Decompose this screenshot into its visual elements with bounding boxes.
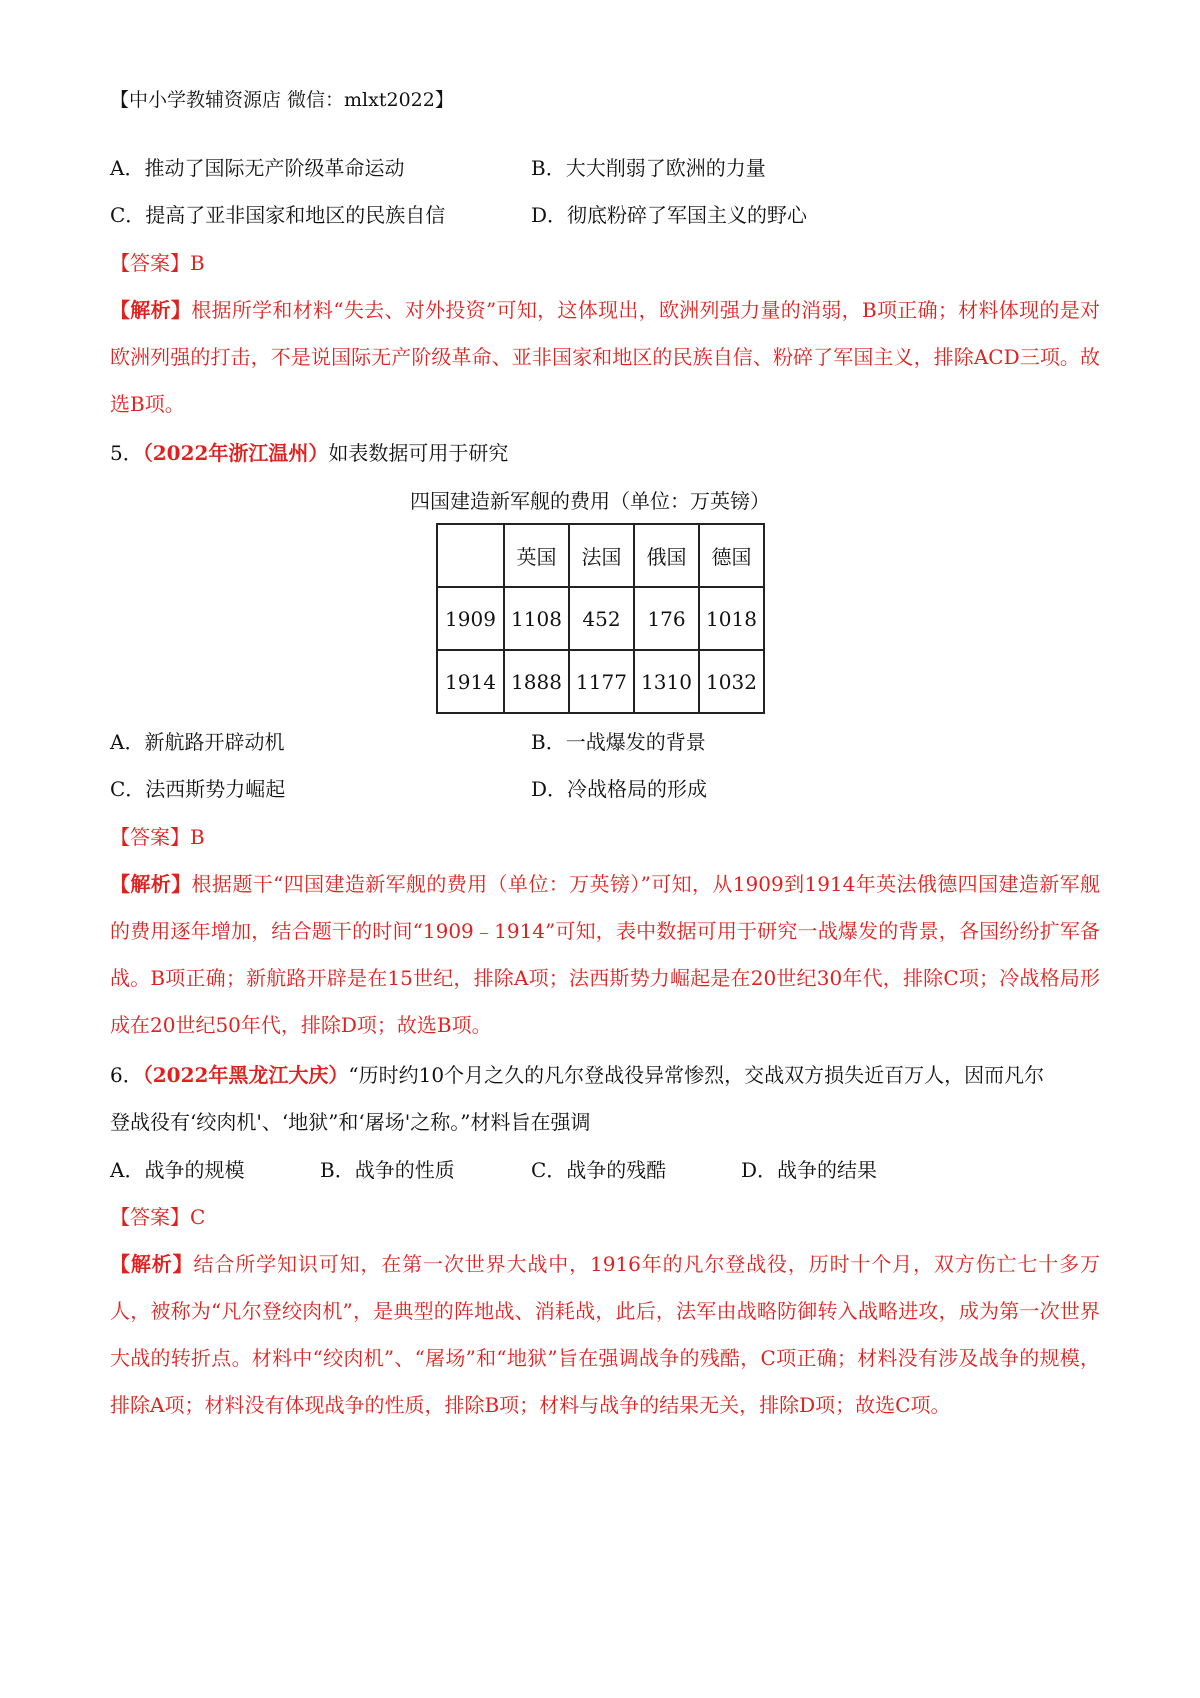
q5-option-d: D．冷战格局的形成 <box>531 777 708 801</box>
q5-data-table <box>436 523 765 714</box>
q4-option-b: B．大大削弱了欧洲的力量 <box>531 156 766 180</box>
table-header-cell: 英国 <box>504 524 569 587</box>
q5-answer <box>110 822 205 852</box>
q5-answer-tag: 【答案】 <box>110 825 190 849</box>
q6-answer <box>110 1202 205 1232</box>
q4-analysis-text: 根据所学和材料“失去、对外投资”可知，这体现出，欧洲列强力量的消弱，B项正确；材料体现的是对欧洲列强的打击，不是说国际无产阶级革命、亚非国家和地区的民族自信、粉碎了军国主义，排除ACD三项。故选B项。 <box>110 298 1100 416</box>
table-cell: 452 <box>569 587 634 650</box>
table-header-cell: 法国 <box>569 524 634 587</box>
table-cell: 1032 <box>699 650 764 713</box>
table-cell: 1108 <box>504 587 569 650</box>
q4-answer <box>110 248 205 278</box>
q5-analysis <box>110 861 1100 1049</box>
q6-stem-text-1: “历时约10个月之久的凡尔登战役异常惨烈，交战双方损失近百万人，因而凡尔 <box>348 1063 1045 1087</box>
q5-option-a: A．新航路开辟动机 <box>110 730 285 754</box>
q4-answer-tag: 【答案】 <box>110 251 190 275</box>
q4-option-c: C．提高了亚非国家和地区的民族自信 <box>110 203 446 227</box>
q5-number: 5． <box>110 441 143 465</box>
q6-answer-tag: 【答案】 <box>110 1205 190 1229</box>
table-header-row <box>437 524 764 587</box>
q4-analysis-tag: 【解析】 <box>110 298 192 322</box>
q6-source: （2022年黑龙江大庆） <box>142 1063 349 1087</box>
table-header-cell: 俄国 <box>634 524 699 587</box>
table-cell: 1310 <box>634 650 699 713</box>
q5-stem-text: 如表数据可用于研究 <box>328 441 509 465</box>
q5-option-b: B．一战爆发的背景 <box>531 730 706 754</box>
q6-option-a: A．战争的规模 <box>110 1158 245 1182</box>
q6-analysis-tag: 【解析】 <box>110 1252 194 1276</box>
table-cell: 1177 <box>569 650 634 713</box>
table-cell: 1914 <box>437 650 504 713</box>
q5-answer-value: B <box>190 825 205 849</box>
q6-number: 6． <box>110 1063 143 1087</box>
table-cell: 176 <box>634 587 699 650</box>
table-header-cell <box>437 524 504 587</box>
q6-stem-line2: 登战役有‘绞肉机'、‘地狱”和‘屠场'之称。”材料旨在强调 <box>110 1110 591 1134</box>
header-watermark: 【中小学教辅资源店 微信：mlxt2022】 <box>110 89 454 111</box>
q6-stem-line1 <box>110 1060 1044 1090</box>
q6-option-b: B．战争的性质 <box>320 1158 455 1182</box>
q6-analysis <box>110 1241 1100 1429</box>
table-row <box>437 587 764 650</box>
q4-option-d: D．彻底粉碎了军国主义的野心 <box>531 203 808 227</box>
q4-analysis <box>110 287 1100 428</box>
table-header-cell: 德国 <box>699 524 764 587</box>
q6-option-c: C．战争的残酷 <box>531 1158 667 1182</box>
table-row <box>437 650 764 713</box>
q4-answer-value: B <box>190 251 205 275</box>
q5-source: （2022年浙江温州） <box>142 441 329 465</box>
table-cell: 1018 <box>699 587 764 650</box>
q5-analysis-tag: 【解析】 <box>110 872 192 896</box>
q5-stem <box>110 438 508 468</box>
table-cell: 1909 <box>437 587 504 650</box>
q6-answer-value: C <box>190 1205 206 1229</box>
q4-option-a: A．推动了国际无产阶级革命运动 <box>110 156 405 180</box>
table-cell: 1888 <box>504 650 569 713</box>
q5-analysis-text: 根据题干“四国建造新军舰的费用（单位：万英镑）”可知，从1909到1914年英法俄德四国建造新军舰的费用逐年增加，结合题干的时间“1909﹣1914”可知，表中数据可用于研究一战爆发的背景，各国纷纷扩军备战。B项正确；新航路开辟是在15世纪，排除A项；法西斯势力崛起是在20世纪30年代，排除C项；冷战格局形成在20世纪50年代，排除D项；故选B项。 <box>110 872 1100 1037</box>
q5-table-caption: 四国建造新军舰的费用（单位：万英镑） <box>410 489 770 513</box>
q5-option-c: C．法西斯势力崛起 <box>110 777 286 801</box>
q6-option-d: D．战争的结果 <box>741 1158 878 1182</box>
q6-analysis-text: 结合所学知识可知，在第一次世界大战中，1916年的凡尔登战役，历时十个月，双方伤亡七十多万人，被称为“凡尔登绞肉机”，是典型的阵地战、消耗战，此后，法军由战略防御转入战略进攻，成为第一次世界大战的转折点。材料中“绞肉机”、“屠场”和“地狱”旨在强调战争的残酷，C项正确；材料没有涉及战争的规模，排除A项；材料没有体现战争的性质，排除B项；材料与战争的结果无关，排除D项；故选C项。 <box>110 1252 1101 1417</box>
